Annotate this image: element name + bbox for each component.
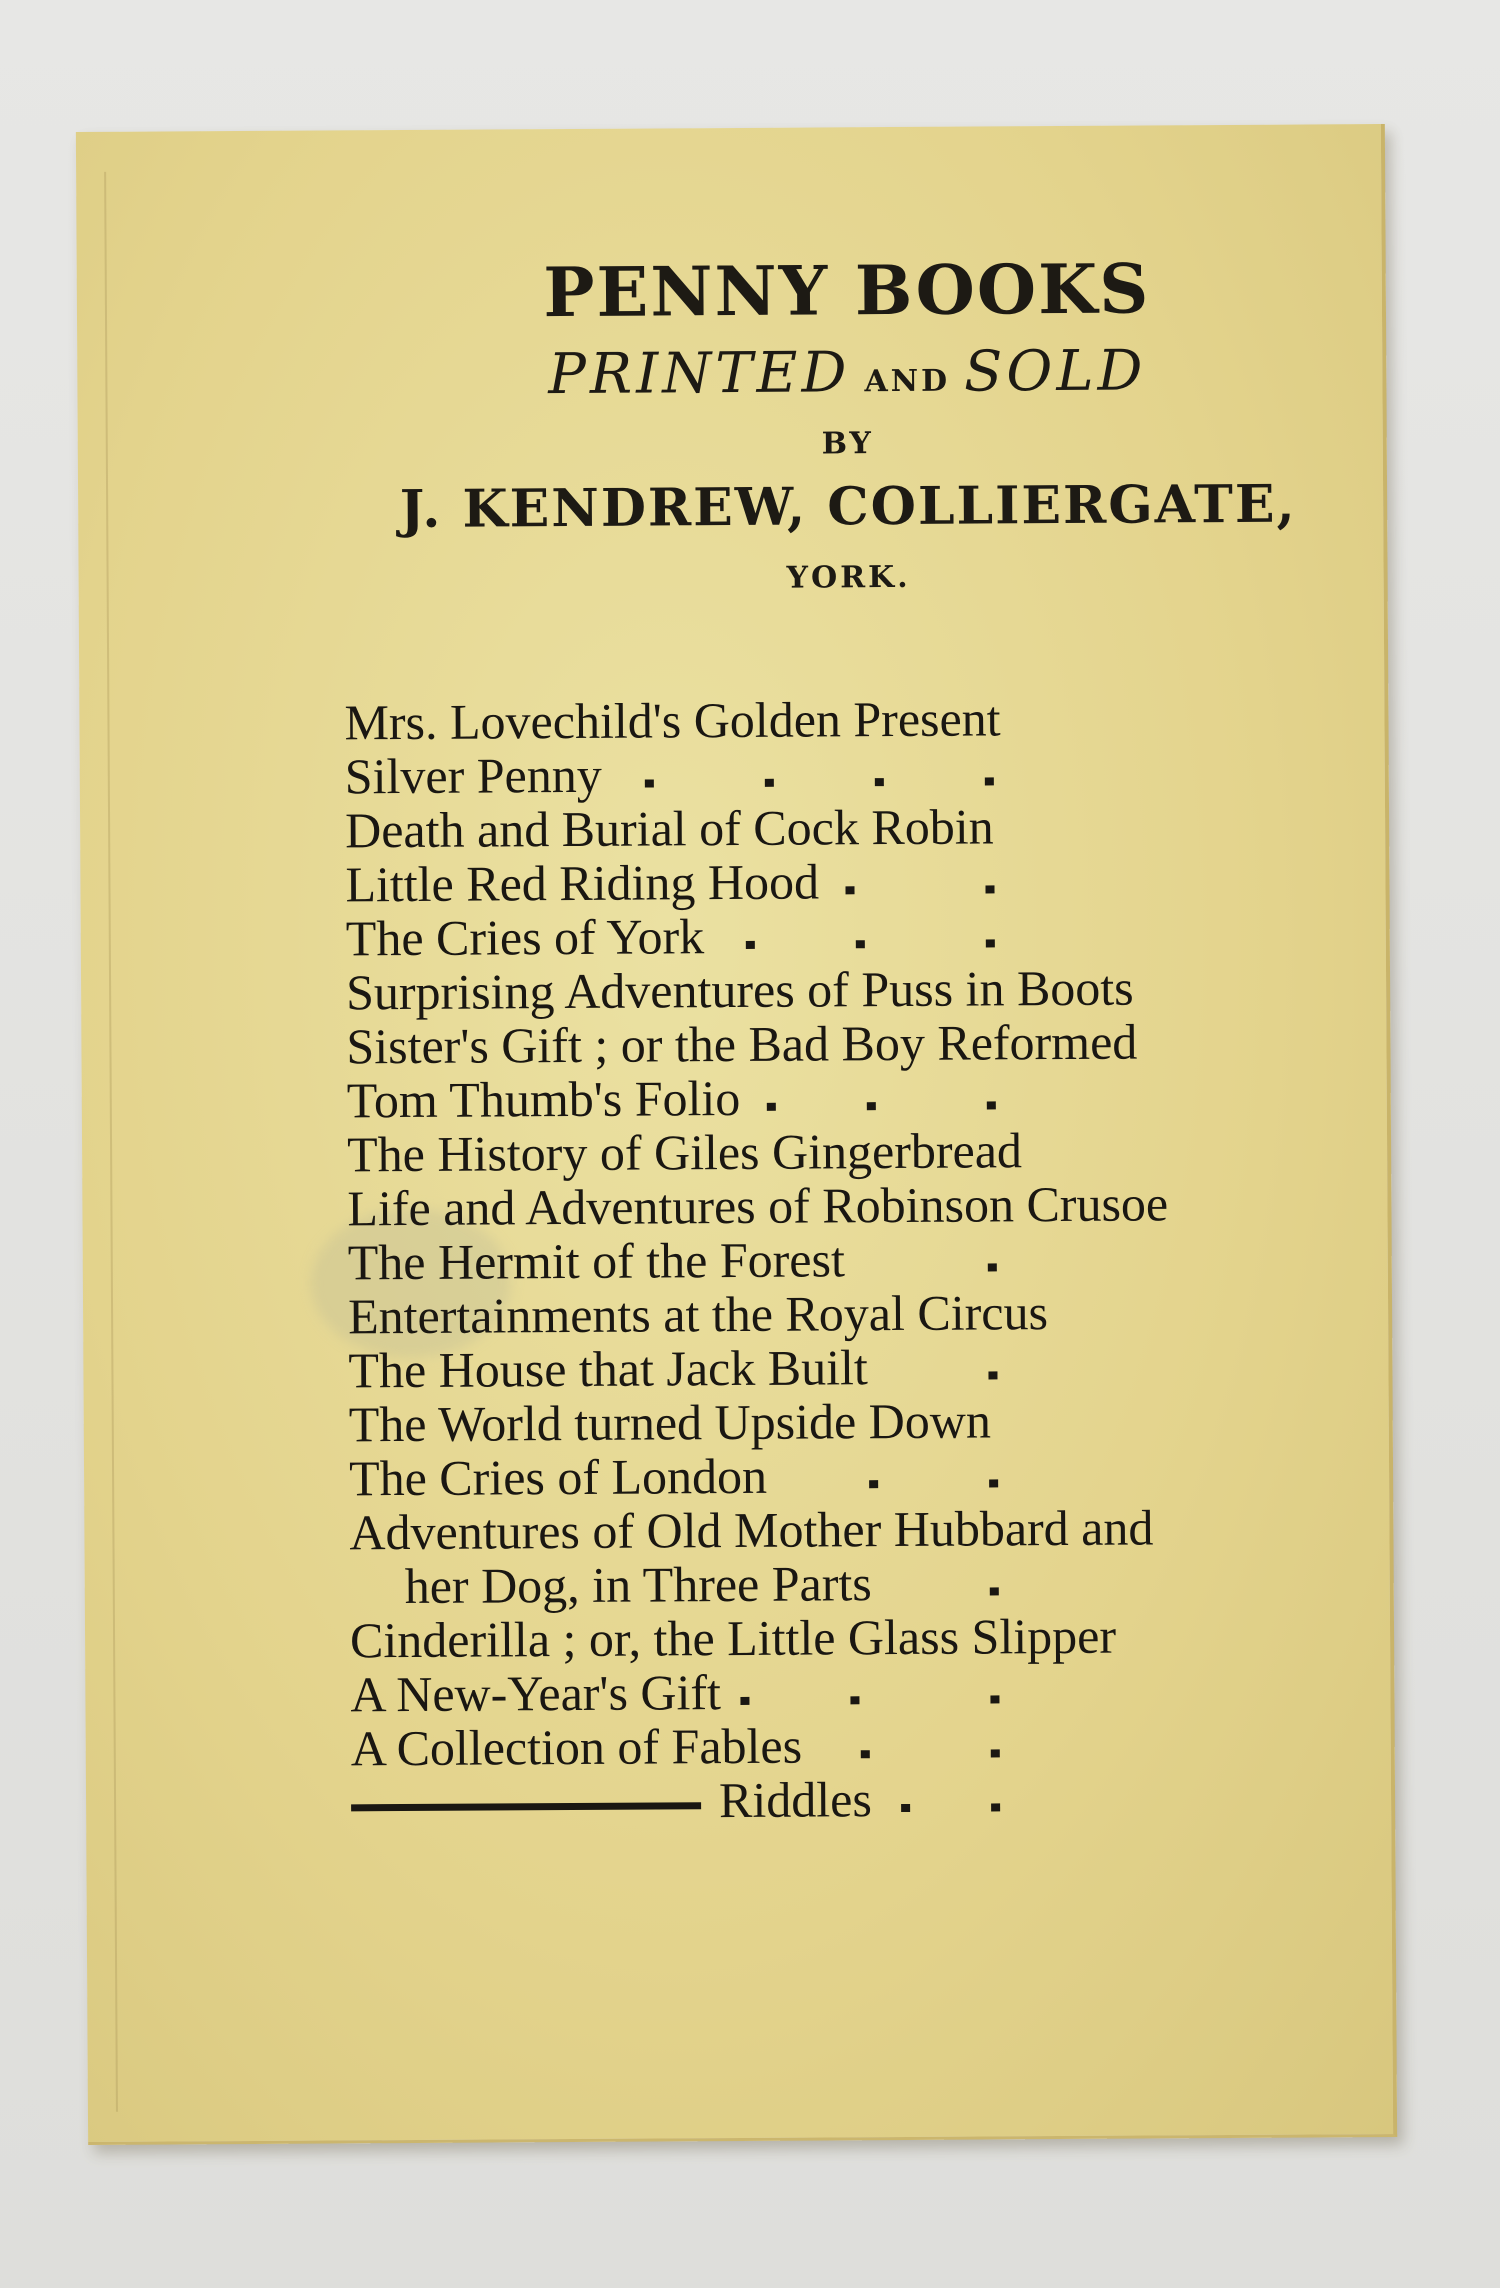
city-name: YORK. bbox=[786, 559, 911, 596]
list-item bbox=[351, 1715, 1351, 1775]
book-title: The World turned Upside Down bbox=[348, 1392, 992, 1453]
book-title: The Hermit of the Forest bbox=[347, 1231, 846, 1291]
book-title: Death and Burial of Cock Robin bbox=[344, 798, 994, 859]
leader-dot bbox=[991, 1749, 1000, 1757]
leader-dot bbox=[765, 779, 774, 787]
leader-dot bbox=[991, 1803, 1000, 1811]
list-item bbox=[350, 1607, 1350, 1667]
leader-dot bbox=[845, 886, 854, 894]
printer-name: J. KENDREW, COLLIERGATE, bbox=[399, 473, 1297, 541]
list-item bbox=[345, 851, 1345, 911]
leader-dot bbox=[869, 1480, 878, 1488]
list-item bbox=[351, 1769, 1351, 1829]
leader-dot bbox=[988, 1371, 997, 1379]
book-title: Entertainments at the Royal Circus bbox=[347, 1284, 1049, 1345]
leader-dot bbox=[987, 1101, 996, 1109]
list-item bbox=[348, 1283, 1348, 1343]
by-line: BY bbox=[821, 426, 875, 462]
list-item bbox=[347, 1067, 1347, 1127]
book-card bbox=[76, 124, 1397, 2145]
book-title: The Cries of York bbox=[345, 908, 705, 967]
leader-dot bbox=[856, 940, 865, 948]
leader-dot bbox=[901, 1804, 910, 1812]
list-item bbox=[349, 1445, 1349, 1505]
leader-dot bbox=[985, 777, 994, 785]
book-title: The Cries of London bbox=[348, 1447, 768, 1507]
leader-dot bbox=[767, 1103, 776, 1111]
list-item bbox=[349, 1391, 1349, 1451]
book-title: Surprising Adventures of Puss in Boots bbox=[345, 959, 1134, 1021]
title-block bbox=[347, 249, 1349, 596]
list-item bbox=[349, 1499, 1350, 1613]
leader-dot bbox=[989, 1479, 998, 1487]
book-title: Sister's Gift ; or the Bad Boy Reformed bbox=[346, 1013, 1138, 1075]
list-item bbox=[346, 959, 1346, 1019]
leader-dot bbox=[990, 1587, 999, 1595]
leader-dot bbox=[867, 1102, 876, 1110]
book-title: The History of Giles Gingerbread bbox=[346, 1122, 1023, 1183]
book-list bbox=[344, 689, 1351, 1829]
book-title: Adventures of Old Mother Hubbard and bbox=[349, 1499, 1154, 1561]
sold-word: SOLD bbox=[963, 338, 1147, 405]
book-title: A New-Year's Gift bbox=[350, 1664, 722, 1723]
leader-dot bbox=[850, 1696, 859, 1704]
leader-dot bbox=[986, 939, 995, 947]
list-item bbox=[348, 1229, 1348, 1289]
leader-dot bbox=[988, 1263, 997, 1271]
list-item bbox=[344, 689, 1344, 749]
leader-dot bbox=[861, 1750, 870, 1758]
list-item bbox=[345, 743, 1345, 803]
page-title: PENNY BOOKS bbox=[543, 249, 1151, 334]
book-title: Tom Thumb's Folio bbox=[346, 1069, 741, 1129]
book-title: Mrs. Lovechild's Golden Present bbox=[344, 690, 1001, 751]
list-item bbox=[346, 905, 1346, 965]
list-item bbox=[346, 1013, 1346, 1073]
leader-dot bbox=[985, 885, 994, 893]
book-title: A Collection of Fables bbox=[350, 1717, 803, 1777]
book-title: Riddles bbox=[718, 1771, 873, 1829]
leader-dot bbox=[645, 779, 654, 787]
book-title-continuation: her Dog, in Three Parts bbox=[404, 1555, 872, 1615]
leader-dot bbox=[875, 778, 884, 786]
book-title: The House that Jack Built bbox=[348, 1339, 868, 1399]
list-item bbox=[345, 797, 1345, 857]
leader-dot bbox=[746, 941, 755, 949]
ditto-rule bbox=[351, 1802, 701, 1811]
leader-dot bbox=[990, 1695, 999, 1703]
list-item bbox=[350, 1661, 1350, 1721]
printed-and-sold-line bbox=[347, 338, 1347, 408]
book-title: Life and Adventures of Robinson Crusoe bbox=[347, 1175, 1169, 1237]
book-title: Little Red Riding Hood bbox=[345, 853, 820, 913]
book-title: Cinderilla ; or, the Little Glass Slipper bbox=[349, 1607, 1117, 1669]
list-item bbox=[347, 1175, 1347, 1235]
list-item bbox=[347, 1121, 1347, 1181]
book-title: Silver Penny bbox=[344, 746, 602, 805]
and-word: AND bbox=[864, 363, 951, 400]
list-item bbox=[348, 1337, 1348, 1397]
printed-word: PRINTED bbox=[548, 340, 851, 408]
leader-dot bbox=[740, 1697, 749, 1705]
